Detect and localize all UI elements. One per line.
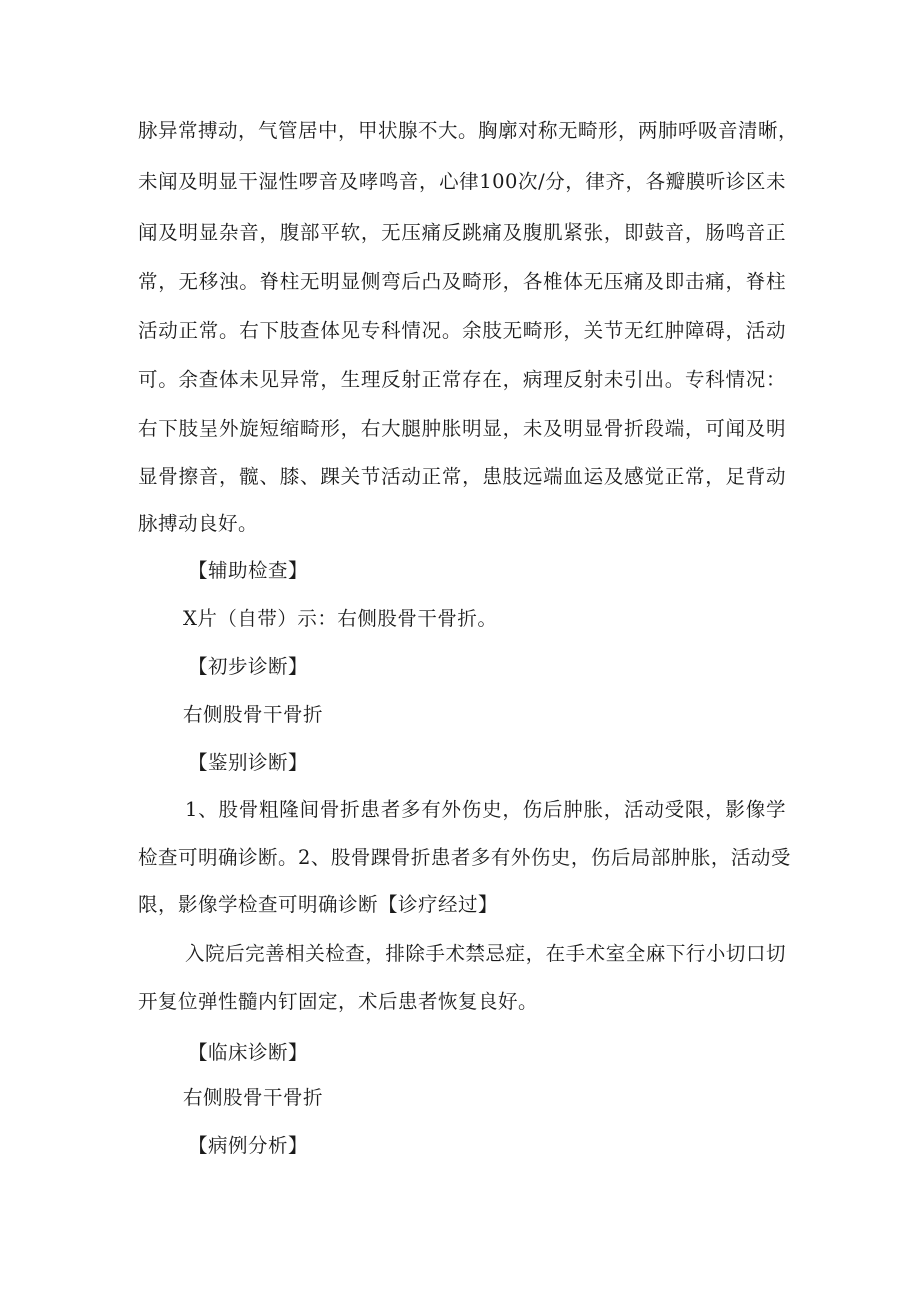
treatment-line: 入院后完善相关检查，排除手术禁忌症，在手术室全麻下行小切口切 <box>185 942 786 965</box>
aux-exam-heading: 【辅助检查】 <box>188 559 309 582</box>
exam-line: 未闻及明显干湿性啰音及哮鸣音，心律100次/分，律齐，各瓣膜听诊区未 <box>138 170 786 193</box>
prelim-diag-content: 右侧股骨干骨折 <box>183 703 324 726</box>
aux-exam-content: X片（自带）示：右侧股骨干骨折。 <box>183 607 498 630</box>
clinical-diag-heading: 【临床诊断】 <box>188 1041 309 1064</box>
exam-line: 活动正常。右下肢查体见专科情况。余肢无畸形，关节无红肿障碍，活动 <box>138 319 786 342</box>
prelim-diag-heading: 【初步诊断】 <box>188 655 309 678</box>
diff-diag-heading: 【鉴别诊断】 <box>188 751 309 774</box>
exam-line: 闻及明显杂音，腹部平软，无压痛反跳痛及腹肌紧张，即鼓音，肠鸣音正 <box>138 221 786 244</box>
exam-line: 右下肢呈外旋短缩畸形，右大腿肿胀明显，未及明显骨折段端，可闻及明 <box>138 417 786 440</box>
exam-line: 脉异常搏动，气管居中，甲状腺不大。胸廓对称无畸形，两肺呼吸音清晰， <box>138 119 799 142</box>
exam-line: 显骨擦音，髋、膝、踝关节活动正常，患肢远端血运及感觉正常，足背动 <box>138 465 786 488</box>
case-analysis-heading: 【病例分析】 <box>188 1134 309 1157</box>
diff-diag-line: 限，影像学检查可明确诊断【诊疗经过】 <box>138 893 499 916</box>
diff-diag-line: 检查可明确诊断。2、股骨踝骨折患者多有外伤史，伤后局部肿胀，活动受 <box>138 846 791 869</box>
treatment-line: 开复位弹性髓内钉固定，术后患者恢复良好。 <box>138 990 539 1013</box>
exam-line: 可。余查体未见异常，生理反射正常存在，病理反射未引出。专科情况： <box>138 368 786 391</box>
exam-line: 常，无移浊。脊柱无明显侧弯后凸及畸形，各椎体无压痛及即击痛，脊柱 <box>138 270 786 293</box>
clinical-diag-content: 右侧股骨干骨折 <box>183 1086 324 1109</box>
diff-diag-line: 1、股骨粗隆间骨折患者多有外伤史，伤后肿胀，活动受限，影像学 <box>185 798 786 821</box>
exam-line: 脉搏动良好。 <box>138 512 259 535</box>
